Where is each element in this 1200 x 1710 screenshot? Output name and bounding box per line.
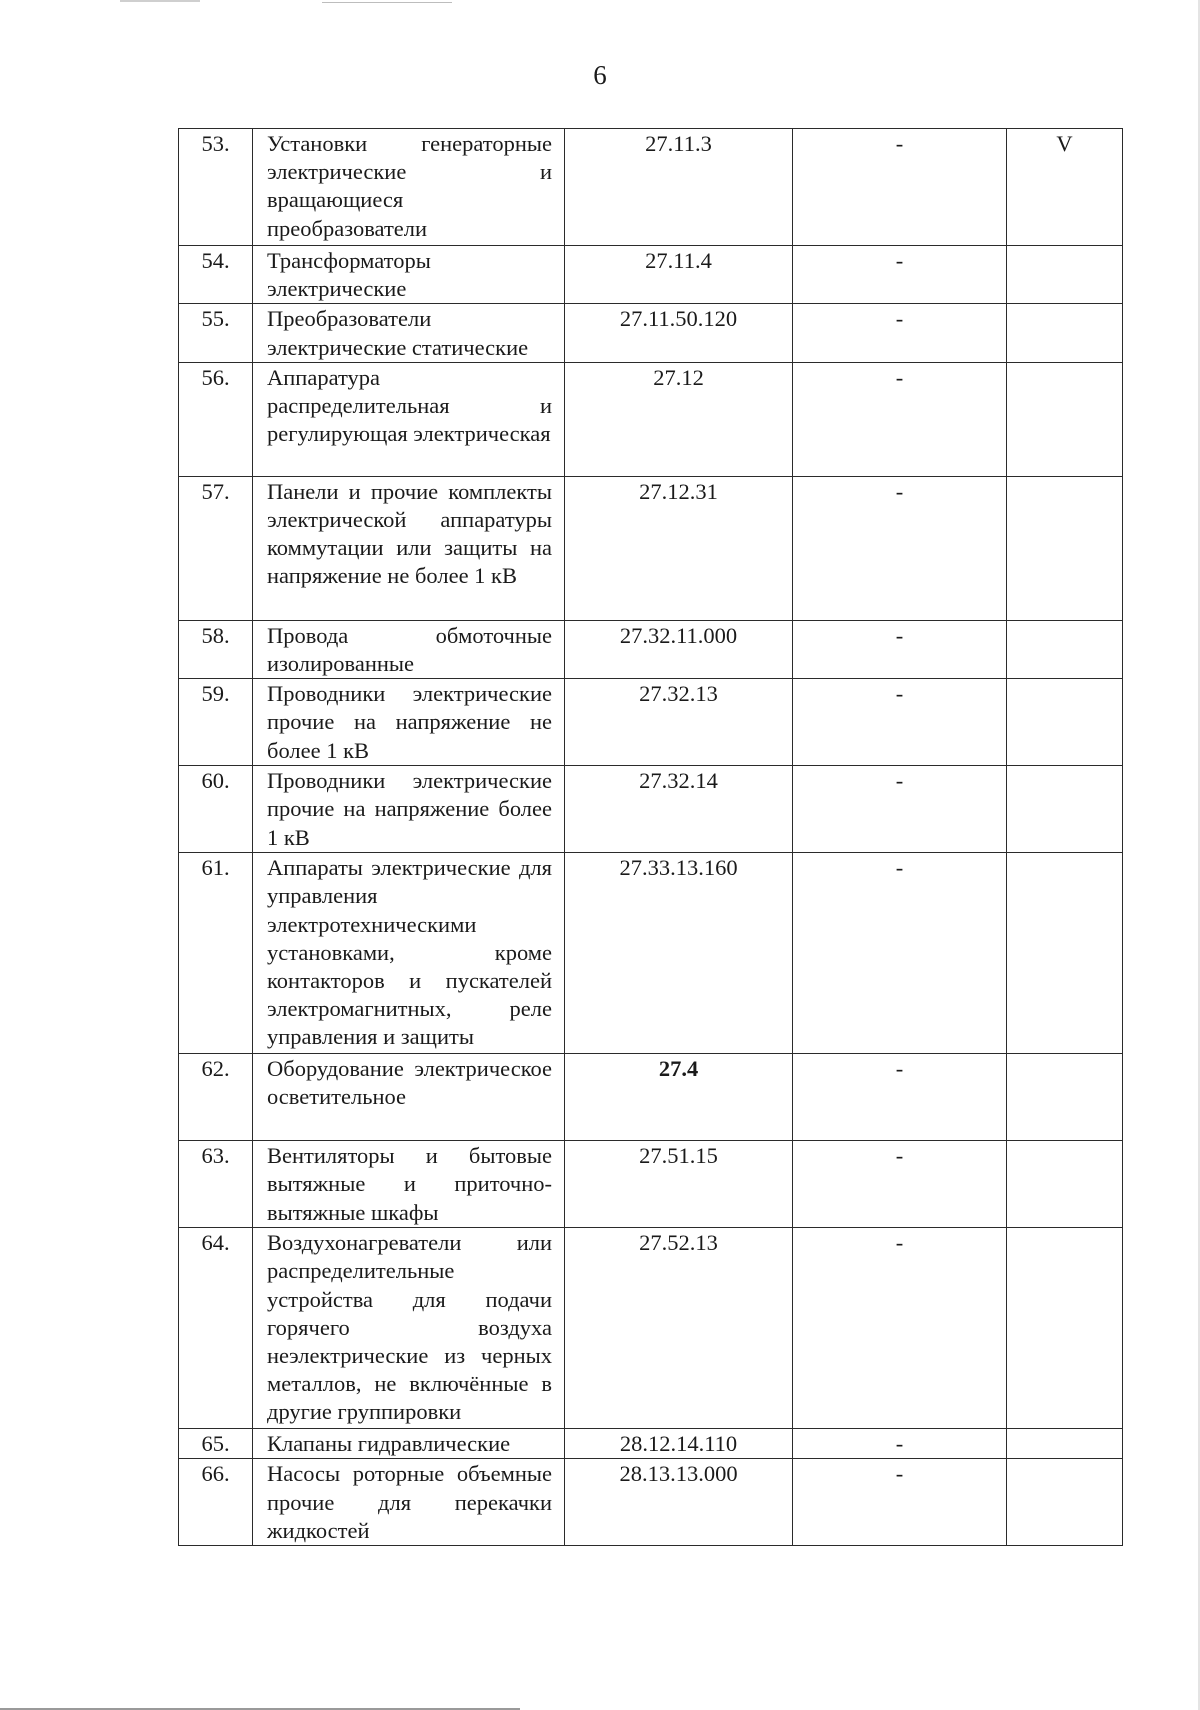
row-code: 28.13.13.000 bbox=[565, 1459, 793, 1546]
table-row bbox=[179, 1228, 1123, 1429]
row-number: 62. bbox=[179, 1054, 253, 1141]
row-number: 65. bbox=[179, 1429, 253, 1459]
row-mark bbox=[1007, 853, 1123, 1054]
row-name: Провода обмоточные изолированные bbox=[253, 620, 565, 678]
row-name: Проводники электрические прочие на напряжение более 1 кВ bbox=[253, 766, 565, 853]
row-number: 61. bbox=[179, 853, 253, 1054]
table-row bbox=[179, 620, 1123, 678]
row-mark bbox=[1007, 362, 1123, 476]
row-number: 55. bbox=[179, 304, 253, 362]
row-number: 64. bbox=[179, 1228, 253, 1429]
row-mark bbox=[1007, 766, 1123, 853]
table-row bbox=[179, 766, 1123, 853]
row-number: 54. bbox=[179, 246, 253, 304]
row-number: 59. bbox=[179, 679, 253, 766]
row-name: Преобразователи электрические статические bbox=[253, 304, 565, 362]
row-mark bbox=[1007, 620, 1123, 678]
row-code: 27.11.4 bbox=[565, 246, 793, 304]
row-name: Оборудование электрическое осветительное bbox=[253, 1054, 565, 1141]
row-dash: - bbox=[793, 1459, 1007, 1546]
row-number: 57. bbox=[179, 476, 253, 620]
table-row bbox=[179, 679, 1123, 766]
page-number: 6 bbox=[593, 60, 607, 90]
row-code: 27.12 bbox=[565, 362, 793, 476]
row-name: Установки генераторные электрические и вращающиеся преобразователи bbox=[253, 129, 565, 246]
table-row bbox=[179, 362, 1123, 476]
row-name: Аппаратура распределительная и регулирующая электрическая bbox=[253, 362, 565, 476]
row-dash: - bbox=[793, 1228, 1007, 1429]
table-row bbox=[179, 304, 1123, 362]
table-row bbox=[179, 129, 1123, 246]
row-dash: - bbox=[793, 679, 1007, 766]
row-code: 27.32.13 bbox=[565, 679, 793, 766]
row-number: 60. bbox=[179, 766, 253, 853]
row-mark bbox=[1007, 476, 1123, 620]
row-mark bbox=[1007, 1141, 1123, 1228]
row-name: Аппараты электрические для управления электротехническими установками, кроме контакторов и пускателей электромагнитных, реле управления и защиты bbox=[253, 853, 565, 1054]
row-name: Панели и прочие комплекты электрической аппаратуры коммутации или защиты на напряжение не более 1 кВ bbox=[253, 476, 565, 620]
table-row bbox=[179, 476, 1123, 620]
row-mark bbox=[1007, 1228, 1123, 1429]
table-row bbox=[179, 246, 1123, 304]
row-code: 27.11.50.120 bbox=[565, 304, 793, 362]
row-code: 27.4 bbox=[565, 1054, 793, 1141]
row-dash: - bbox=[793, 246, 1007, 304]
row-mark: V bbox=[1007, 129, 1123, 246]
row-dash: - bbox=[793, 476, 1007, 620]
table-row bbox=[179, 1054, 1123, 1141]
table-row bbox=[179, 853, 1123, 1054]
row-dash: - bbox=[793, 1429, 1007, 1459]
row-dash: - bbox=[793, 620, 1007, 678]
row-name: Проводники электрические прочие на напряжение не более 1 кВ bbox=[253, 679, 565, 766]
row-dash: - bbox=[793, 304, 1007, 362]
row-code: 27.32.14 bbox=[565, 766, 793, 853]
row-mark bbox=[1007, 304, 1123, 362]
row-name: Трансформаторы электрические bbox=[253, 246, 565, 304]
row-dash: - bbox=[793, 766, 1007, 853]
row-name: Вентиляторы и бытовые вытяжные и приточно-вытяжные шкафы bbox=[253, 1141, 565, 1228]
row-number: 66. bbox=[179, 1459, 253, 1546]
row-code: 27.12.31 bbox=[565, 476, 793, 620]
table-row bbox=[179, 1429, 1123, 1459]
row-dash: - bbox=[793, 853, 1007, 1054]
row-code: 27.32.11.000 bbox=[565, 620, 793, 678]
row-mark bbox=[1007, 1054, 1123, 1141]
row-number: 63. bbox=[179, 1141, 253, 1228]
row-number: 56. bbox=[179, 362, 253, 476]
row-number: 58. bbox=[179, 620, 253, 678]
table-row bbox=[179, 1141, 1123, 1228]
table-row bbox=[179, 1459, 1123, 1546]
row-mark bbox=[1007, 246, 1123, 304]
row-mark bbox=[1007, 1459, 1123, 1546]
row-dash: - bbox=[793, 1141, 1007, 1228]
scan-artifact-top-2 bbox=[322, 2, 452, 3]
scan-artifact-top bbox=[120, 0, 200, 2]
row-code: 27.33.13.160 bbox=[565, 853, 793, 1054]
row-mark bbox=[1007, 1429, 1123, 1459]
registry-table bbox=[178, 128, 1123, 1546]
row-name: Насосы роторные объемные прочие для перекачки жидкостей bbox=[253, 1459, 565, 1546]
row-code: 28.12.14.110 bbox=[565, 1429, 793, 1459]
row-name: Клапаны гидравлические bbox=[253, 1429, 565, 1459]
row-dash: - bbox=[793, 362, 1007, 476]
row-dash: - bbox=[793, 129, 1007, 246]
row-code: 27.51.15 bbox=[565, 1141, 793, 1228]
row-name: Воздухонагреватели или распределительные устройства для подачи горячего воздуха неэлектрические из черных металлов, не включённые в другие группировки bbox=[253, 1228, 565, 1429]
row-mark bbox=[1007, 679, 1123, 766]
row-dash: - bbox=[793, 1054, 1007, 1141]
row-code: 27.52.13 bbox=[565, 1228, 793, 1429]
row-code: 27.11.3 bbox=[565, 129, 793, 246]
row-number: 53. bbox=[179, 129, 253, 246]
